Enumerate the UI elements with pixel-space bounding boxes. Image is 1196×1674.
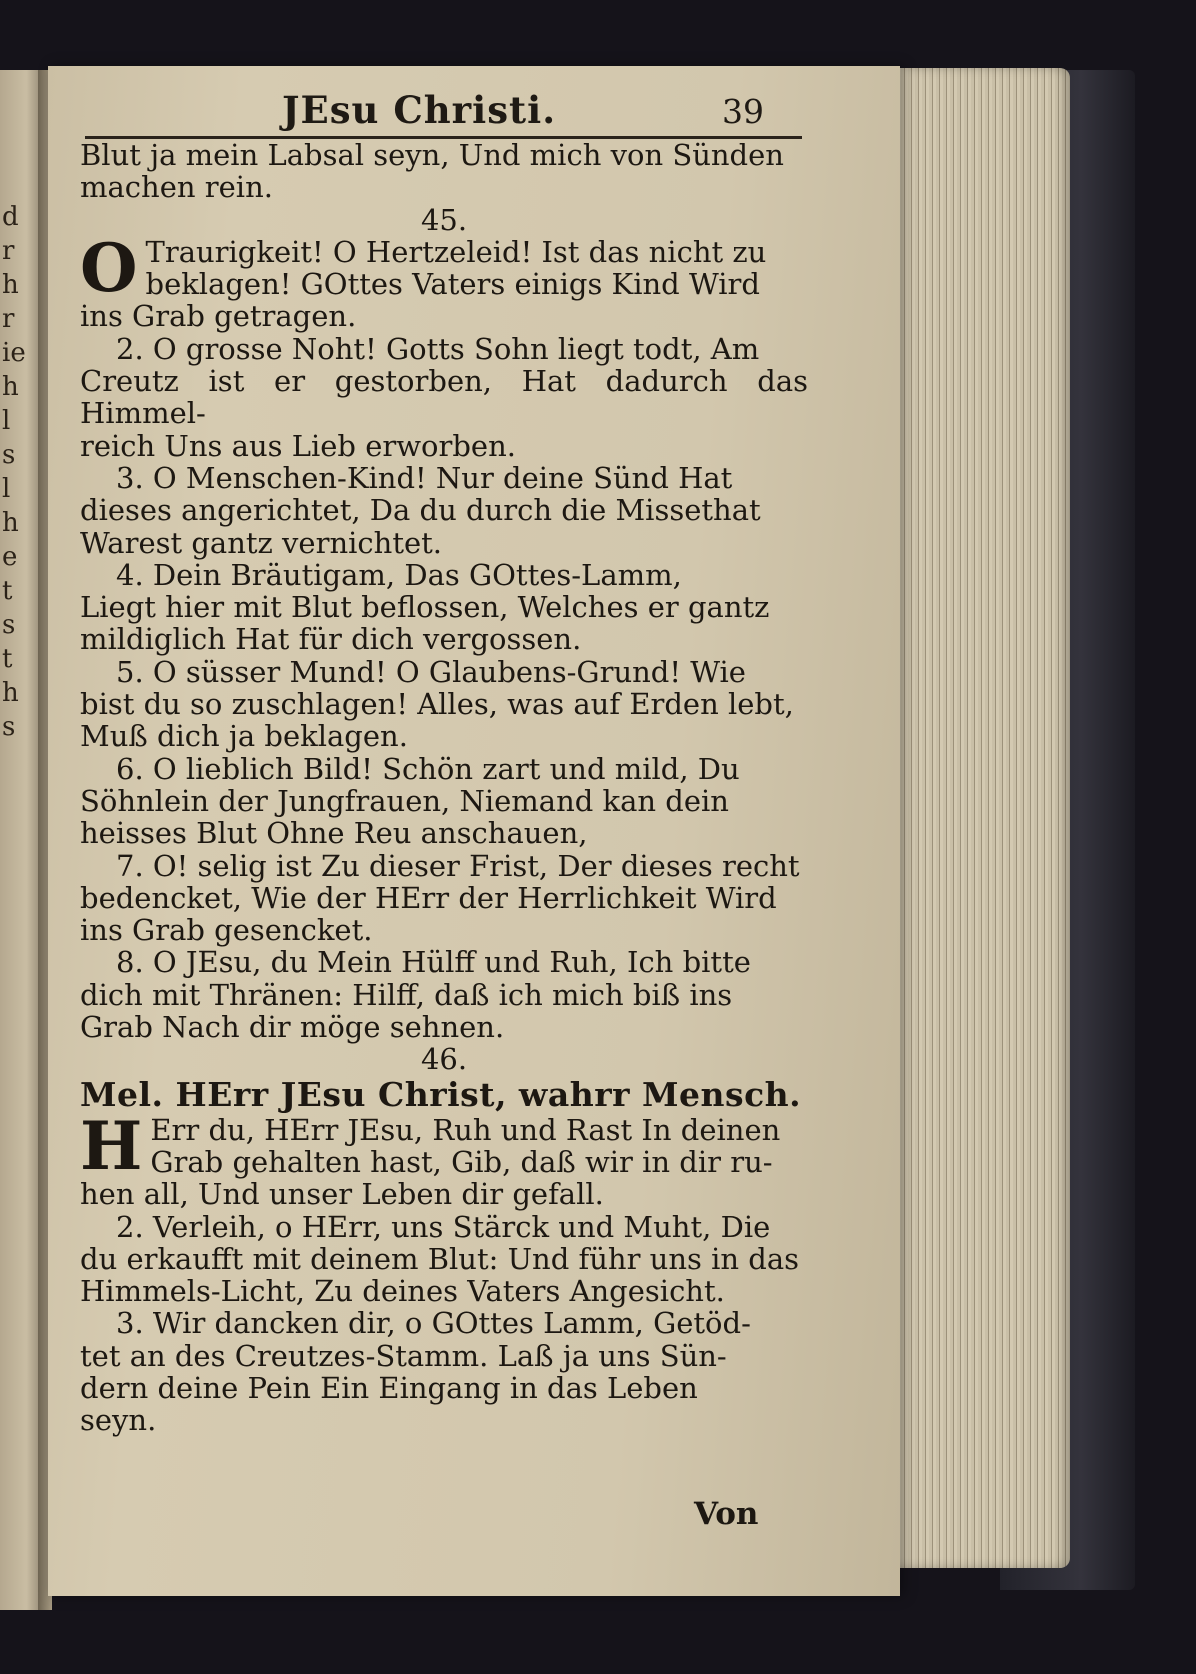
text-line: dich mit Thränen: Hilff, daß ich mich biß ins [80, 977, 733, 1012]
stanza [80, 1106, 808, 1185]
fragment: l [2, 474, 11, 504]
hymn-number: 46. [420, 1042, 468, 1077]
fragment: s [2, 440, 16, 470]
text-line: 6. O lieblich Bild! Schön zart und mild, Du [116, 751, 740, 786]
fragment: t [2, 644, 13, 674]
text-line: dern deine Pein Ein Eingang in das Leben [80, 1370, 698, 1405]
drop-capital: O [80, 228, 138, 307]
text-line: ins Grab getragen. [80, 299, 357, 334]
catchword: Von [694, 1496, 759, 1532]
text-line: Muß dich ja beklagen. [80, 719, 408, 754]
fragment: s [2, 610, 16, 640]
stanza [80, 228, 808, 307]
page-edges [880, 68, 1070, 1568]
text-line: Err du, HErr JEsu, Ruh und Rast In deinen [150, 1112, 781, 1147]
fragment: ie [2, 338, 26, 368]
running-head: JEsu Christi. [282, 88, 557, 132]
fragment: t [2, 576, 13, 606]
fragment: s [2, 712, 16, 742]
fragment: e [2, 542, 18, 572]
text-line: Grab Nach dir möge sehnen. [80, 1010, 505, 1045]
text-line: reich Uns aus Lieb erworben. [80, 428, 516, 463]
text-line: tet an des Creutzes-Stamm. Laß ja uns Sün- [80, 1338, 727, 1373]
text-line: 3. O Menschen-Kind! Nur deine Sünd Hat [116, 460, 733, 495]
fragment: h [2, 508, 19, 538]
text-line: 8. O JEsu, du Mein Hülff und Ruh, Ich bitte [116, 945, 751, 980]
text-line: seyn. [80, 1403, 157, 1438]
text-line: Liegt hier mit Blut beflossen, Welches er gantz [80, 590, 770, 625]
fragment: d [2, 202, 19, 232]
melody-heading: Mel. HErr JEsu Christ, wahrr Mensch. [80, 1074, 802, 1114]
text-line: mildiglich Hat für dich vergossen. [80, 622, 582, 657]
fragment: h [2, 270, 19, 300]
text-line: 4. Dein Bräutigam, Das GOttes-Lamm, [116, 557, 682, 592]
left-page-fragments [2, 200, 30, 744]
fragment: r [2, 304, 15, 334]
text-line: 3. Wir dancken dir, o GOttes Lamm, Getöd- [116, 1306, 751, 1341]
text-line: Blut ja mein Labsal seyn, Und mich von Sünden [80, 138, 784, 172]
text-line: Traurigkeit! O Hertzeleid! Ist das nicht zu [145, 234, 767, 269]
text-line: 5. O süsser Mund! O Glaubens-Grund! Wie [116, 654, 746, 689]
text-line: hen all, Und unser Leben dir gefall. [80, 1177, 604, 1212]
fragment: r [2, 236, 15, 266]
fragment: l [2, 406, 11, 436]
text-line: heisses Blut Ohne Reu anschauen, [80, 816, 588, 851]
text-line: 7. O! selig ist Zu dieser Frist, Der dieses recht [116, 848, 800, 883]
text-line: 2. O grosse Noht! Gotts Sohn liegt todt, Am [116, 331, 760, 366]
fragment: h [2, 372, 19, 402]
text-line: 2. Verleih, o HErr, uns Stärck und Muht, Die [116, 1209, 771, 1244]
page-number: 39 [722, 92, 764, 131]
text-line: Grab gehalten hast, Gib, daß wir in dir ru- [150, 1144, 773, 1179]
hymn-number: 45. [420, 202, 468, 237]
hymn-text [80, 139, 808, 1437]
text-line: Himmels-Licht, Zu deines Vaters Angesicht. [80, 1274, 725, 1309]
text-line: beklagen! GOttes Vaters einigs Kind Wird [145, 267, 760, 302]
text-line: Söhnlein der Jungfrauen, Niemand kan dein [80, 783, 729, 818]
drop-capital: H [80, 1106, 143, 1185]
text-line: ins Grab gesencket. [80, 913, 373, 948]
text-line: Creutz ist er gestorben, Hat dadurch das Himmel- [80, 364, 808, 431]
fragment: h [2, 678, 19, 708]
text-line: bist du so zuschlagen! Alles, was auf Erden lebt, [80, 687, 794, 722]
text-line: bedencket, Wie der HErr der Herrlichkeit Wird [80, 880, 777, 915]
text-line: machen rein. [80, 170, 273, 205]
text-line: Warest gantz vernichtet. [80, 525, 443, 560]
text-line: du erkaufft mit deinem Blut: Und führ uns in das [80, 1241, 800, 1276]
text-line: dieses angerichtet, Da du durch die Missethat [80, 493, 761, 528]
